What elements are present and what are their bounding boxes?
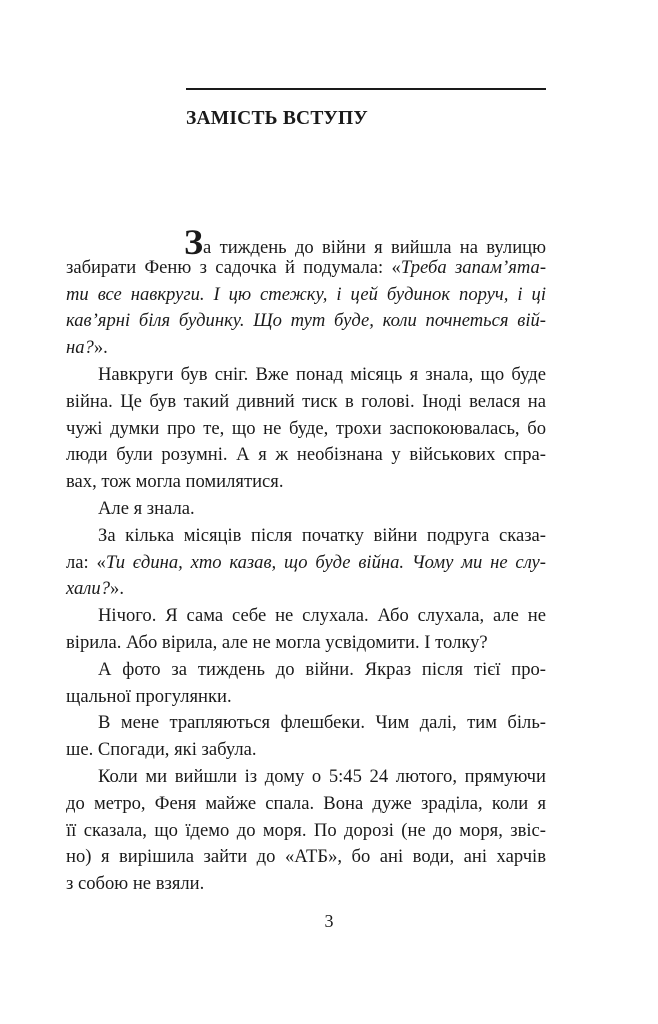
chapter-title: ЗАМІСТЬ ВСТУПУ bbox=[186, 108, 368, 129]
text-run: ла: « bbox=[66, 551, 106, 573]
paragraph-4-line-3 bbox=[66, 576, 546, 603]
paragraph-2-line-4: люди були розумні. А я ж необізнана у військових спра- bbox=[66, 444, 546, 466]
paragraph-8-line-4: но) я вирішила зайти до «АТБ», бо ані води, ані харчів bbox=[66, 846, 546, 868]
paragraph-1-line-2 bbox=[66, 255, 546, 282]
paragraph-4-line-1: За кілька місяців після початку війни подруга сказа- bbox=[98, 524, 546, 546]
paragraph-7-line-2: ше. Спогади, які забула. bbox=[66, 739, 257, 761]
paragraph-8-line-3: її сказала, що їдемо до моря. По дорозі (не до моря, звіс- bbox=[66, 819, 546, 841]
paragraph-3-line-1: Але я знала. bbox=[98, 497, 195, 519]
paragraph-1-line-1 bbox=[66, 222, 546, 262]
paragraph-8-line-5: з собою не взяли. bbox=[66, 873, 205, 895]
text-run: забирати Феню з садочка й подумала: « bbox=[66, 256, 401, 278]
paragraph-4-line-2 bbox=[66, 550, 546, 577]
paragraph-6-line-1: А фото за тиждень до війни. Якраз після тієї про- bbox=[98, 658, 546, 680]
page-number: 3 bbox=[324, 911, 334, 931]
paragraph-8-line-1: Коли ми вийшли із дому о 5:45 24 лютого, прямуючи bbox=[98, 765, 546, 787]
drop-cap: З bbox=[184, 222, 204, 262]
text-run: ». bbox=[93, 337, 108, 359]
paragraph-2-line-2: війна. Це був такий дивний тиск в голові. Іноді велася на bbox=[66, 390, 546, 412]
paragraph-1-line-5 bbox=[66, 335, 546, 362]
italic-run: на? bbox=[66, 337, 94, 359]
italic-run: Треба запам’ята- bbox=[400, 256, 547, 278]
body-text bbox=[66, 222, 547, 898]
paragraph-7-line-1: В мене трапляються флешбеки. Чим далі, тим біль- bbox=[98, 712, 546, 734]
text-run: а тиждень до війни я вийшла на вулицю bbox=[203, 237, 546, 258]
paragraph-2-line-3: чужі думки про те, що не буде, трохи заспокоювалась, бо bbox=[66, 417, 546, 439]
paragraph-6-line-2: щальної прогулянки. bbox=[66, 685, 232, 707]
paragraph-2-line-5: вах, тож могла помилятися. bbox=[66, 471, 284, 493]
paragraph-1-line-4: кав’ярні біля будинку. Що тут буде, коли почнеться вій- bbox=[66, 310, 546, 332]
paragraph-5-line-2: вірила. Або вірила, але не могла усвідомити. І толку? bbox=[66, 631, 488, 653]
italic-run: Ти єдина, хто казав, що буде війна. Чому ми не слу- bbox=[105, 551, 546, 573]
text-run: ». bbox=[110, 578, 124, 600]
paragraph-5-line-1: Нічого. Я сама себе не слухала. Або слухала, але не bbox=[98, 605, 546, 627]
paragraph-2-line-1: Навкруги був сніг. Вже понад місяць я знала, що буде bbox=[98, 363, 546, 385]
paragraph-8-line-2: до метро, Феня майже спала. Вона дуже зраділа, коли я bbox=[66, 792, 546, 814]
italic-run: хали? bbox=[66, 578, 111, 600]
paragraph-1-line-3: ти все навкруги. І цю стежку, і цей будинок поруч, і ці bbox=[66, 283, 546, 305]
header-rule bbox=[186, 88, 546, 90]
